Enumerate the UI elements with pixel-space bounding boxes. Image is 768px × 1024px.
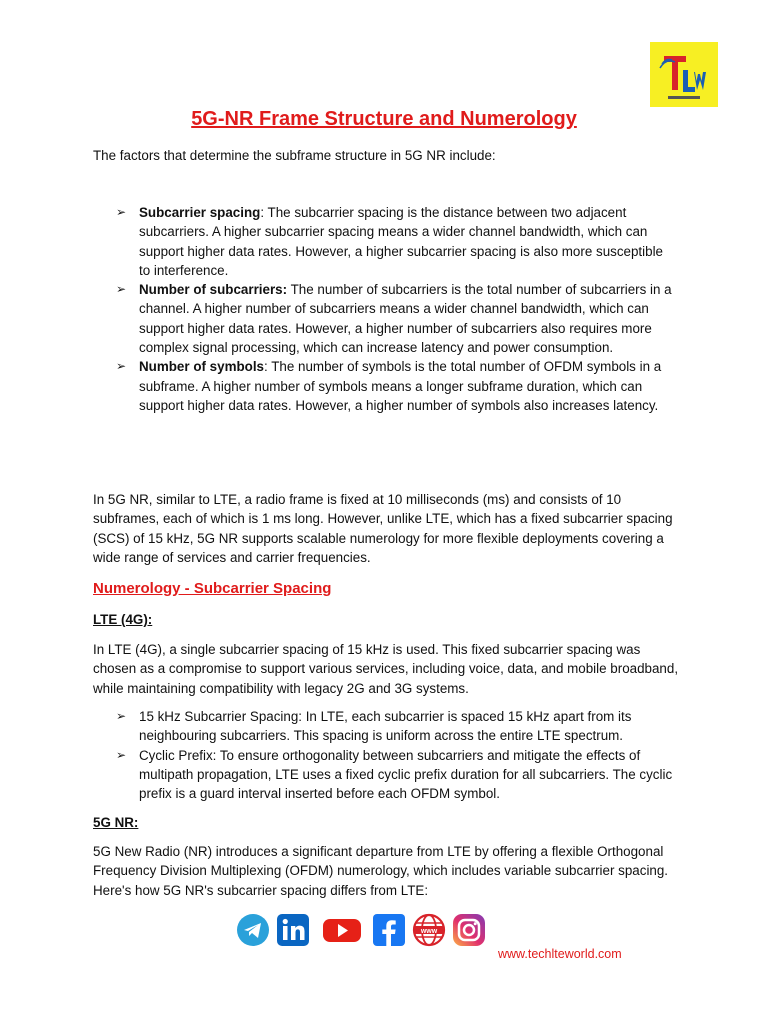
intro-paragraph: The factors that determine the subframe structure in 5G NR include: bbox=[93, 148, 496, 163]
svg-text:www: www bbox=[420, 927, 438, 935]
factor-term: Subcarrier spacing bbox=[139, 205, 261, 220]
list-item bbox=[116, 280, 676, 357]
factors-list bbox=[116, 203, 676, 415]
telegram-icon[interactable] bbox=[236, 913, 270, 947]
factor-text: The number of symbols is the total number of OFDM symbols in a subframe. A higher number of symbols means a longer subframe duration, which can support higher data rates. However, a higher number of symbols also increases latency. bbox=[139, 359, 662, 413]
page-title: 5G-NR Frame Structure and Numerology bbox=[191, 108, 577, 130]
arrow-bullet-icon: ➢ bbox=[116, 205, 127, 219]
lte-heading: LTE (4G): bbox=[93, 612, 153, 627]
tlw-logo-icon bbox=[650, 42, 718, 107]
linkedin-icon[interactable] bbox=[276, 913, 310, 947]
website-link[interactable]: www.techlteworld.com bbox=[498, 947, 622, 961]
arrow-bullet-icon: ➢ bbox=[116, 359, 127, 374]
factor-sep: : bbox=[264, 359, 268, 375]
arrow-bullet-icon: ➢ bbox=[116, 747, 127, 762]
factor-sep: : bbox=[260, 205, 265, 220]
tlw-logo bbox=[650, 42, 718, 107]
facebook-icon[interactable] bbox=[372, 913, 406, 947]
instagram-icon[interactable] bbox=[452, 913, 486, 947]
factor-text: The number of subcarriers is the total number of subcarriers in a channel. A higher number of subcarriers means a wider channel bandwidth, which can support higher data rates. However, a higher number of subcarriers also requires more complex signal processing, which can increase latency and power consumption. bbox=[139, 282, 672, 356]
frame-paragraph: In 5G NR, similar to LTE, a radio frame is fixed at 10 milliseconds (ms) and consists of 10 subframes, each of which is 1 ms long. However, unlike LTE, which has a fixed subcarrier spacing (SCS) of 15 kHz, 5G NR supports scalable numerology for more flexible deployments covering a wide range of services and carrier frequencies. bbox=[93, 492, 673, 565]
youtube-icon[interactable] bbox=[322, 913, 362, 947]
factor-term: Number of symbols bbox=[139, 359, 265, 375]
lte-item-text: Cyclic Prefix: To ensure orthogonality between subcarriers and mitigate the effects of multipath propagation, LTE uses a fixed cyclic prefix duration for all subcarriers. The cyclic prefix is a guard interval inserted before each OFDM symbol. bbox=[139, 747, 673, 802]
factor-text: The subcarrier spacing is the distance between two adjacent subcarriers. A higher subcarrier spacing means a wider channel bandwidth, which can support higher data rates. However, a higher subcarrier spacing is also more susceptible to interference. bbox=[139, 205, 663, 278]
lte-item-text: 15 kHz Subcarrier Spacing: In LTE, each subcarrier is spaced 15 kHz apart from its neighbouring subcarriers. This spacing is uniform across the entire LTE spectrum. bbox=[139, 709, 632, 744]
section-heading: Numerology - Subcarrier Spacing bbox=[93, 580, 332, 597]
nr-heading: 5G NR: bbox=[93, 815, 139, 830]
www-globe-icon[interactable] bbox=[412, 913, 446, 947]
list-item bbox=[116, 707, 676, 746]
list-item bbox=[116, 203, 676, 280]
list-item bbox=[116, 746, 676, 804]
arrow-bullet-icon: ➢ bbox=[116, 709, 127, 723]
factor-term: Number of subcarriers: bbox=[139, 282, 288, 298]
lte-paragraph: In LTE (4G), a single subcarrier spacing of 15 kHz is used. This fixed subcarrier spacing was chosen as a compromise to support various services, including voice, data, and mobile broadband, while maintaining compatibility with legacy 2G and 3G systems. bbox=[93, 642, 679, 696]
lte-list bbox=[116, 707, 676, 803]
list-item bbox=[116, 357, 676, 415]
arrow-bullet-icon: ➢ bbox=[116, 282, 127, 297]
nr-paragraph: 5G New Radio (NR) introduces a significant departure from LTE by offering a flexible Orthogonal Frequency Division Multiplexing (OFDM) numerology, which includes variable subcarrier spacing. Here's how 5G NR's subcarrier spacing differs from LTE: bbox=[93, 844, 669, 898]
